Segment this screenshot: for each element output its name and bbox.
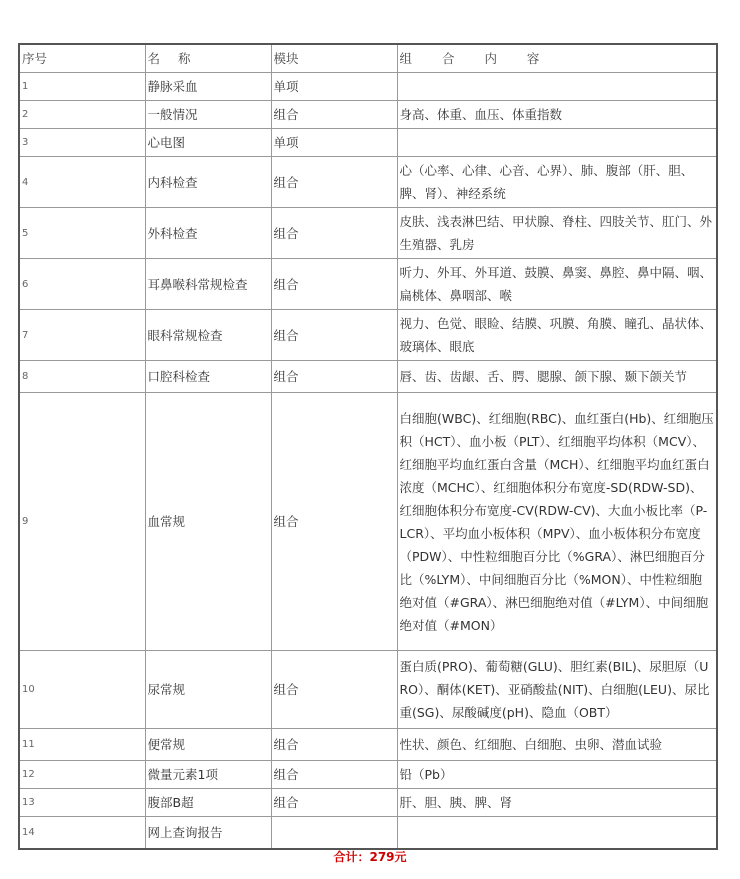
table-row (19, 789, 717, 817)
row-content: 视力、色觉、眼睑、结膜、巩膜、角膜、瞳孔、晶状体、玻璃体、眼底 (397, 310, 717, 361)
row-no: 5 (19, 208, 145, 259)
row-no: 4 (19, 157, 145, 208)
row-content: 听力、外耳、外耳道、鼓膜、鼻窦、鼻腔、鼻中隔、咽、扁桃体、鼻咽部、喉 (397, 259, 717, 310)
row-no: 2 (19, 101, 145, 129)
row-type: 组合 (271, 208, 397, 259)
row-type: 组合 (271, 259, 397, 310)
row-name: 内科检查 (145, 157, 271, 208)
row-type: 组合 (271, 393, 397, 651)
row-name: 一般情况 (145, 101, 271, 129)
row-no: 14 (19, 817, 145, 849)
row-content: 心（心率、心律、心音、心界）、肺、腹部（肝、胆、脾、肾）、神经系统 (397, 157, 717, 208)
row-content: 唇、齿、齿龈、舌、腭、腮腺、颌下腺、颞下颌关节 (397, 361, 717, 393)
row-no: 13 (19, 789, 145, 817)
row-no: 3 (19, 129, 145, 157)
row-content: 皮肤、浅表淋巴结、甲状腺、脊柱、四肢关节、肛门、外生殖器、乳房 (397, 208, 717, 259)
row-type (271, 817, 397, 849)
row-no: 8 (19, 361, 145, 393)
total-price: 合计：279元 (333, 850, 407, 864)
row-type: 组合 (271, 729, 397, 761)
row-content (397, 73, 717, 101)
table-row (19, 393, 717, 651)
header-no: 序号 (19, 44, 145, 73)
row-name: 耳鼻喉科常规检查 (145, 259, 271, 310)
row-name: 便常规 (145, 729, 271, 761)
row-type: 组合 (271, 651, 397, 729)
row-content: 肝、胆、胰、脾、肾 (397, 789, 717, 817)
table-row (19, 129, 717, 157)
row-name: 心电图 (145, 129, 271, 157)
row-content: 蛋白质(PRO)、葡萄糖(GLU)、胆红素(BIL)、尿胆原（URO）、酮体(KET)、亚硝酸盐(NIT)、白细胞(LEU)、尿比重(SG)、尿酸碱度(pH)、隐血（OBT） (397, 651, 717, 729)
table-row (19, 157, 717, 208)
row-content: 身高、体重、血压、体重指数 (397, 101, 717, 129)
row-name: 血常规 (145, 393, 271, 651)
row-name: 静脉采血 (145, 73, 271, 101)
row-type: 组合 (271, 310, 397, 361)
row-content: 铅（Pb） (397, 761, 717, 789)
row-type: 单项 (271, 73, 397, 101)
row-name: 眼科常规检查 (145, 310, 271, 361)
table-row (19, 729, 717, 761)
row-type: 单项 (271, 129, 397, 157)
row-type: 组合 (271, 101, 397, 129)
row-type: 组合 (271, 361, 397, 393)
exam-package-table (18, 43, 718, 850)
row-content: 性状、颜色、红细胞、白细胞、虫卵、潜血试验 (397, 729, 717, 761)
row-name: 尿常规 (145, 651, 271, 729)
row-name: 口腔科检查 (145, 361, 271, 393)
row-no: 12 (19, 761, 145, 789)
header-name: 名 称 (145, 44, 271, 73)
table-row (19, 310, 717, 361)
row-name: 腹部B超 (145, 789, 271, 817)
row-type: 组合 (271, 157, 397, 208)
row-no: 6 (19, 259, 145, 310)
table-row (19, 817, 717, 849)
row-no: 1 (19, 73, 145, 101)
header-content: 组 合 内 容 (397, 44, 717, 73)
table-row (19, 73, 717, 101)
row-no: 11 (19, 729, 145, 761)
row-type: 组合 (271, 761, 397, 789)
row-name: 网上查询报告 (145, 817, 271, 849)
row-content (397, 129, 717, 157)
table-header-row (19, 44, 717, 73)
row-type: 组合 (271, 789, 397, 817)
row-content: 白细胞(WBC)、红细胞(RBC)、血红蛋白(Hb)、红细胞压积（HCT）、血小板（PLT）、红细胞平均体积（MCV）、红细胞平均血红蛋白含量（MCH）、红细胞平均血红蛋白浓度（MCHC）、红细胞体积分布宽度-SD(RDW-SD)、 红细胞体积分布宽度-CV(RDW-CV)、大血小板比率（P-LCR）、平均血小板体积（MPV）、血小板体积分布宽度（PDW）、中性粒细胞百分比（%GRA）、淋巴细胞百分比（%LYM）、中间细胞百分比（%MON）、中性粒细胞绝对值（#GRA）、淋巴细胞绝对值（#LYM）、中间细胞绝对值（#MON） (397, 393, 717, 651)
table-row (19, 259, 717, 310)
row-name: 微量元素1项 (145, 761, 271, 789)
row-no: 10 (19, 651, 145, 729)
table-row (19, 361, 717, 393)
table-row (19, 651, 717, 729)
table-row (19, 101, 717, 129)
row-no: 7 (19, 310, 145, 361)
table-row (19, 208, 717, 259)
row-content (397, 817, 717, 849)
table-row (19, 761, 717, 789)
row-name: 外科检查 (145, 208, 271, 259)
header-type: 模块 (271, 44, 397, 73)
row-no: 9 (19, 393, 145, 651)
